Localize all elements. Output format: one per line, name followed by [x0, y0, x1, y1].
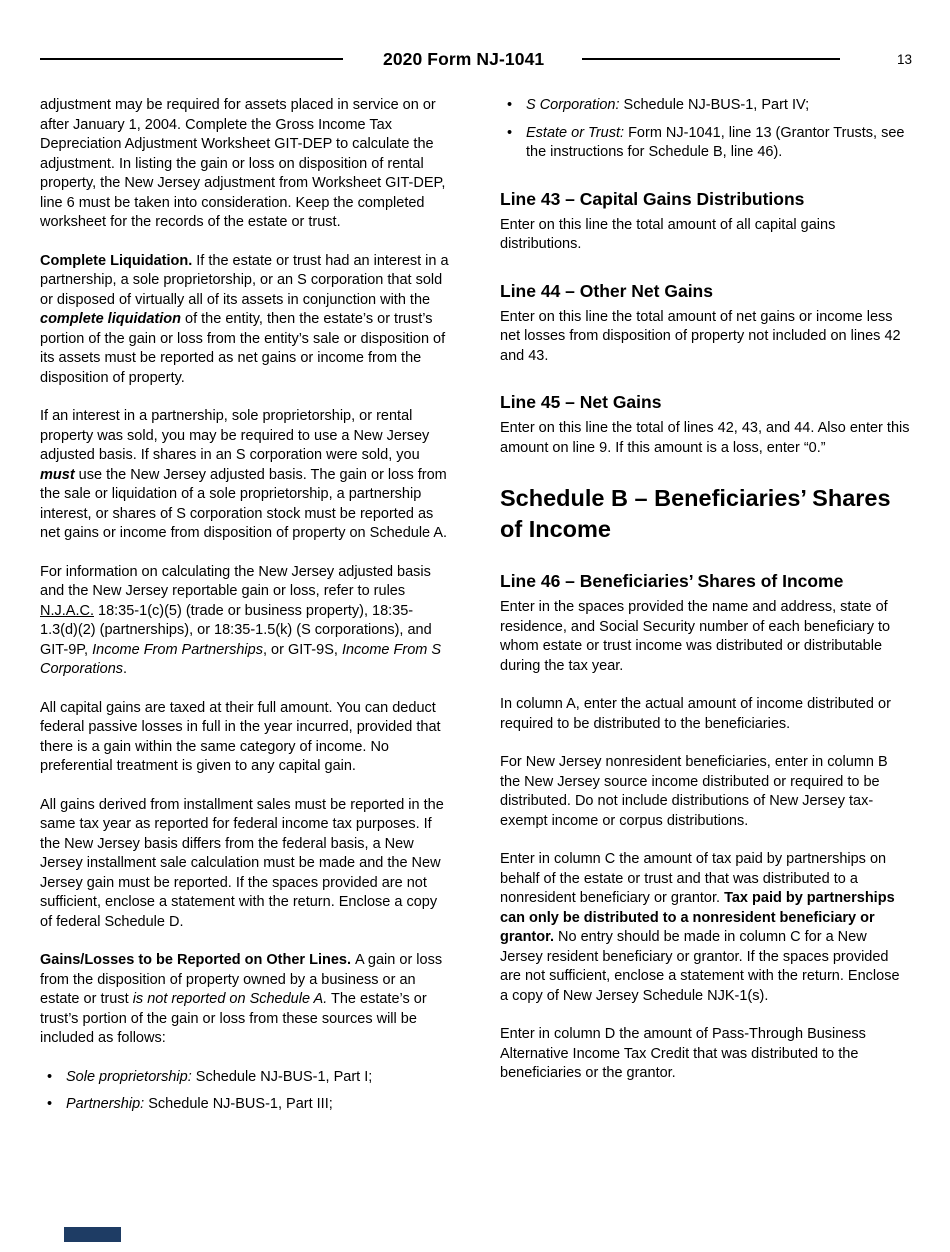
bullet-item — [40, 1095, 450, 1115]
paragraph — [40, 563, 450, 680]
text-run: Line 43 – Capital Gains Distributions — [500, 188, 805, 209]
text-run: S Corporation: — [526, 97, 620, 113]
text-run: is not reported on Schedule A. — [132, 991, 328, 1007]
paragraph — [40, 96, 450, 233]
text-run: All gains derived from installment sales must be reported in the same tax year as reported for federal income tax purposes. If the New Jersey basis differs from the federal basis, a New Jersey installment sale calculation must be made and the New Jersey gain must be reported. If the spaces provided are not sufficient, enclose a statement with the return. Enclose a copy of federal Schedule D. — [40, 796, 444, 930]
paragraph — [40, 407, 450, 544]
header-rule-left — [40, 58, 343, 60]
text-run: No entry should be made in column C for a New Jersey resident beneficiary or grantor. If the spaces provided are not sufficient, enclose a statement with the return. Enclose a copy of New Jersey Schedule NJK-1(s). — [500, 929, 900, 1004]
paragraph — [40, 252, 450, 389]
paragraph — [40, 699, 450, 777]
paragraph — [500, 308, 910, 367]
text-run: use the New Jersey adjusted basis. The gain or loss from the sale or liquidation of a sole proprietorship, a partnership interest, or shares of S corporation stock must be reported as net gains or income from disposition of property on Schedule A. — [40, 466, 448, 541]
bullet-text — [526, 125, 904, 161]
text-run: Partnership: — [66, 1096, 145, 1112]
text-run: Form NJ-1041, line 13 (Grantor Trusts, see the instructions for Schedule B, line 46). — [526, 124, 905, 160]
bullet-text — [66, 1069, 372, 1085]
text-run: If the estate or trust had an interest in a partnership, a sole proprietorship, or an S corporation that sold or disposed of virtually all of its assets in conjunction with the — [40, 252, 449, 308]
bullet-item — [500, 124, 910, 163]
text-run: Enter in the spaces provided the name and address, state of residence, and Social Security number of each beneficiary to whom estate or trust income was distributed or distributable during the tax year. — [500, 599, 891, 674]
paragraph — [500, 419, 910, 458]
text-run: The estate’s or trust’s portion of the gain or loss from these sources will be included as follows: — [40, 991, 427, 1046]
text-run: complete liquidation — [40, 311, 181, 327]
text-run: Enter in column D the amount of Pass-Through Business Alternative Income Tax Credit that was distributed to the beneficiaries or the grantor. — [500, 1026, 866, 1081]
text-run: Schedule NJ-BUS-1, Part III; — [144, 1096, 333, 1112]
document-title: 2020 Form NJ-1041 — [383, 48, 545, 69]
text-run: . — [123, 661, 128, 677]
section-heading — [500, 281, 910, 302]
header-rule-right — [582, 58, 840, 60]
text-run: Enter on this line the total amount of all capital gains distributions. — [500, 216, 836, 252]
text-run: All capital gains are taxed at their full amount. You can deduct federal passive losses in full in the year incurred, provided that there is a gain within the same category of income. No preferential treatment is given to any capital gain. — [40, 699, 441, 774]
print-registration-mark — [64, 1227, 121, 1242]
text-run: For New Jersey nonresident beneficiaries, enter in column B the New Jersey source income distributed or required to be distributed. Do not include distributions of New Jersey tax-exempt income or corpus distributions. — [500, 754, 888, 829]
text-run: For information on calculating the New Jersey adjusted basis and the New Jersey reportable gain or loss, refer to rules — [40, 563, 431, 599]
text-run: In column A, enter the actual amount of income distributed or required to be distributed to the beneficiaries. — [500, 696, 891, 732]
text-run: Schedule NJ-BUS-1, Part IV; — [619, 97, 810, 113]
right-column — [500, 96, 910, 1123]
bullet-text — [526, 97, 809, 113]
text-run: Enter in column C the amount of tax paid by partnerships on behalf of the estate or trust and that was distributed to a nonresident beneficiary or grantor. — [500, 851, 887, 906]
section-heading — [500, 189, 910, 210]
major-heading — [500, 483, 910, 545]
text-run: Income From S Corporations — [40, 641, 442, 677]
section-heading — [500, 571, 910, 592]
paragraph — [500, 1025, 910, 1084]
bullet-text — [66, 1096, 333, 1112]
text-run: must — [40, 466, 75, 483]
text-run: 18:35-1(c)(5) (trade or business property), 18:35-1.3(d)(2) (partnerships), or 18:35-1.5(k) (S corporations), and GIT-9P, — [40, 602, 432, 658]
paragraph — [40, 796, 450, 933]
page-number: 13 — [896, 51, 912, 67]
text-run: Complete Liquidation. — [40, 252, 197, 269]
text-run: Enter on this line the total amount of net gains or income less net losses from disposition of property not included on lines 42 and 43. — [500, 308, 901, 364]
text-run: Enter on this line the total of lines 42, 43, and 44. Also enter this amount on line 9. If this amount is a loss, enter “0.” — [500, 420, 910, 456]
text-run: Line 44 – Other Net Gains — [500, 280, 713, 301]
paragraph — [500, 850, 910, 1006]
text-run: Gains/Losses to be Reported on Other Lines. — [40, 952, 356, 968]
text-run: of the entity, then the estate’s or trust’s portion of the gain or loss from the entity’s sale or disposition of its assets must be reported as net gains or income from the disposition of property. — [40, 311, 446, 386]
text-run: adjustment may be required for assets placed in service on or after January 1, 2004. Complete the Gross Income Tax Depreciation Adjustment Worksheet GIT-DEP to calculate the adjustment. In listing the gain or loss on disposition of rental property, the New Jersey adjustment from Worksheet GIT-DEP, line 6 must be taken into consideration. Keep the completed worksheet for the records of the estate or trust. — [40, 97, 446, 230]
page-header — [40, 48, 912, 70]
text-run: Estate or Trust: — [526, 124, 625, 141]
paragraph — [500, 598, 910, 676]
bullet-icon: • — [47, 1096, 53, 1112]
text-run: Schedule NJ-BUS-1, Part I; — [191, 1068, 373, 1085]
text-run: Line 45 – Net Gains — [500, 392, 662, 412]
left-column — [40, 96, 450, 1123]
text-run: Sole proprietorship: — [66, 1068, 192, 1085]
text-run: , or GIT-9S, — [262, 641, 342, 658]
bullet-item — [40, 1068, 450, 1088]
text-run: Income From Partnerships — [92, 641, 263, 658]
paragraph — [500, 753, 910, 831]
text-run: Schedule B – Beneficiaries’ Shares of Income — [500, 485, 891, 542]
content-columns — [40, 96, 910, 1123]
bullet-item — [500, 96, 910, 116]
paragraph — [40, 951, 450, 1049]
text-run: A gain or loss from the disposition of property owned by a business or an estate or trust — [40, 952, 443, 1007]
paragraph — [500, 216, 910, 255]
bullet-icon: • — [507, 97, 513, 113]
text-run: N.J.A.C. — [40, 602, 94, 619]
paragraph — [500, 695, 910, 734]
bullet-icon: • — [47, 1068, 53, 1085]
bullet-icon: • — [507, 124, 513, 141]
text-run: Tax paid by partnerships can only be distributed to a nonresident beneficiary or grantor. — [500, 890, 895, 945]
text-run: If an interest in a partnership, sole proprietorship, or rental property was sold, you may be required to use a New Jersey adjusted basis. If shares in an S corporation were sold, you — [40, 408, 430, 463]
text-run: Line 46 – Beneficiaries’ Shares of Income — [500, 571, 844, 591]
section-heading — [500, 392, 910, 413]
